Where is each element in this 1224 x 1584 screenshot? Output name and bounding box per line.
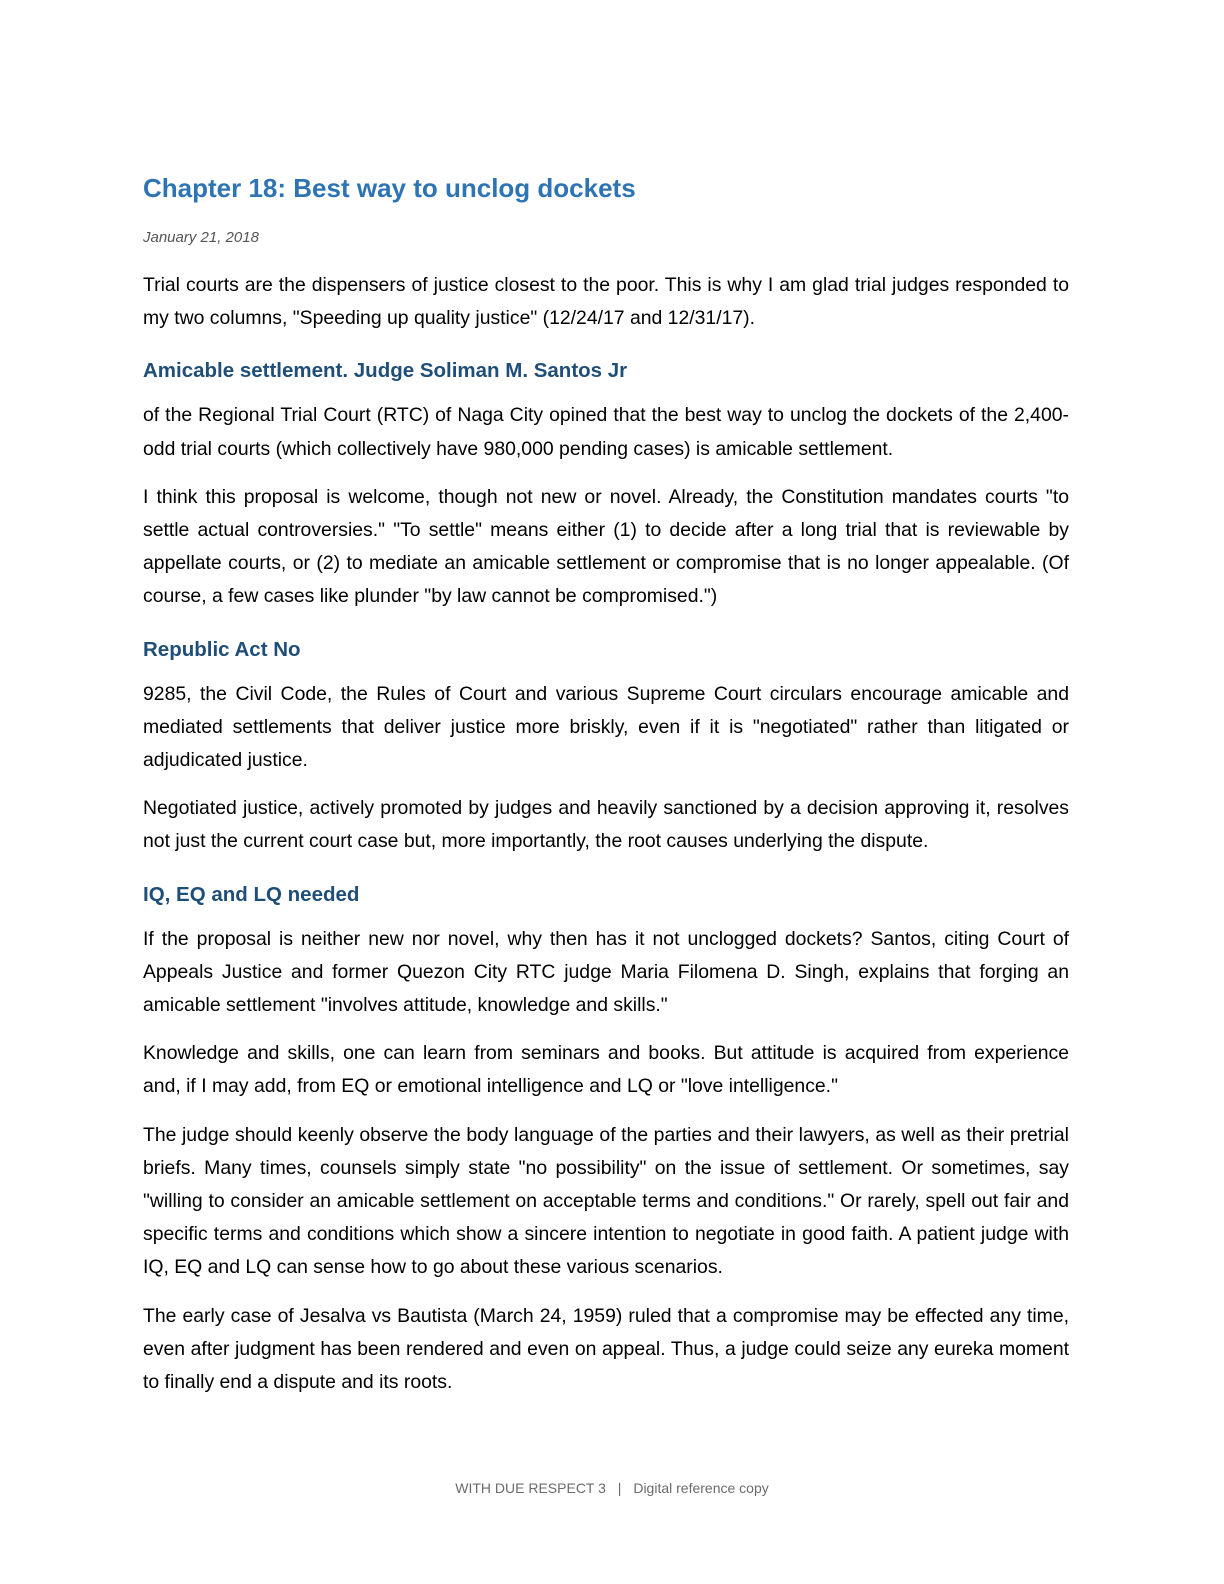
section-heading-republic-act: Republic Act No xyxy=(143,637,301,661)
section-heading-iq-eq-lq: IQ, EQ and LQ needed xyxy=(143,882,360,906)
footer-copy-note: Digital reference copy xyxy=(633,1480,769,1496)
section-heading-amicable-settlement: Amicable settlement. Judge Soliman M. Santos Jr xyxy=(143,359,628,383)
page-footer xyxy=(0,1478,1224,1498)
body-paragraph: I think this proposal is welcome, though not new or novel. Already, the Constitution mandates courts "to settle actual controversies." "To settle" means either (1) to decide after a long trial that is reviewable by appellate courts, or (2) to mediate an amicable settlement or compromise that is no longer appealable. (Of course, a few cases like plunder "by law cannot be compromised.") xyxy=(143,485,1069,608)
document-page xyxy=(143,168,1069,1399)
body-paragraph: If the proposal is neither new nor novel, why then has it not unclogged dockets? Santos, citing Court of Appeals Justice and former Quezon City RTC judge Maria Filomena D. Singh, explains that forging an amicable settlement "involves attitude, knowledge and skills." xyxy=(143,927,1069,1017)
body-paragraph: The early case of Jesalva vs Bautista (March 24, 1959) ruled that a compromise may be effected any time, even after judgment has been rendered and even on appeal. Thus, a judge could seize any eureka moment to finally end a dispute and its roots. xyxy=(143,1304,1069,1394)
footer-separator: | xyxy=(617,1480,622,1496)
publication-date: January 21, 2018 xyxy=(143,229,259,246)
body-paragraph: of the Regional Trial Court (RTC) of Naga City opined that the best way to unclog the dockets of the 2,400-odd trial courts (which collectively have 980,000 pending cases) is amicable settlement. xyxy=(143,404,1069,460)
body-paragraph: Knowledge and skills, one can learn from seminars and books. But attitude is acquired from experience and, if I may add, from EQ or emotional intelligence and LQ or "love intelligence." xyxy=(143,1042,1069,1098)
intro-paragraph: Trial courts are the dispensers of justice closest to the poor. This is why I am glad trial judges responded to my two columns, "Speeding up quality justice" (12/24/17 and 12/31/17). xyxy=(143,274,1069,330)
body-paragraph: Negotiated justice, actively promoted by judges and heavily sanctioned by a decision approving it, resolves not just the current court case but, more importantly, the root causes underlying the dispute. xyxy=(143,797,1069,853)
body-paragraph: The judge should keenly observe the body language of the parties and their lawyers, as well as their pretrial briefs. Many times, counsels simply state "no possibility" on the issue of settlement. Or sometimes, say "willing to consider an amicable settlement on acceptable terms and conditions." Or rarely, spell out fair and specific terms and conditions which show a sincere intention to negotiate in good faith. A patient judge with IQ, EQ and LQ can sense how to go about these various scenarios. xyxy=(143,1123,1069,1279)
body-paragraph: 9285, the Civil Code, the Rules of Court and various Supreme Court circulars encourage amicable and mediated settlements that deliver justice more briskly, even if it is "negotiated" rather than litigated or adjudicated justice. xyxy=(143,682,1069,772)
footer-book-page: WITH DUE RESPECT 3 xyxy=(455,1480,606,1496)
chapter-title: Chapter 18: Best way to unclog dockets xyxy=(143,173,636,203)
